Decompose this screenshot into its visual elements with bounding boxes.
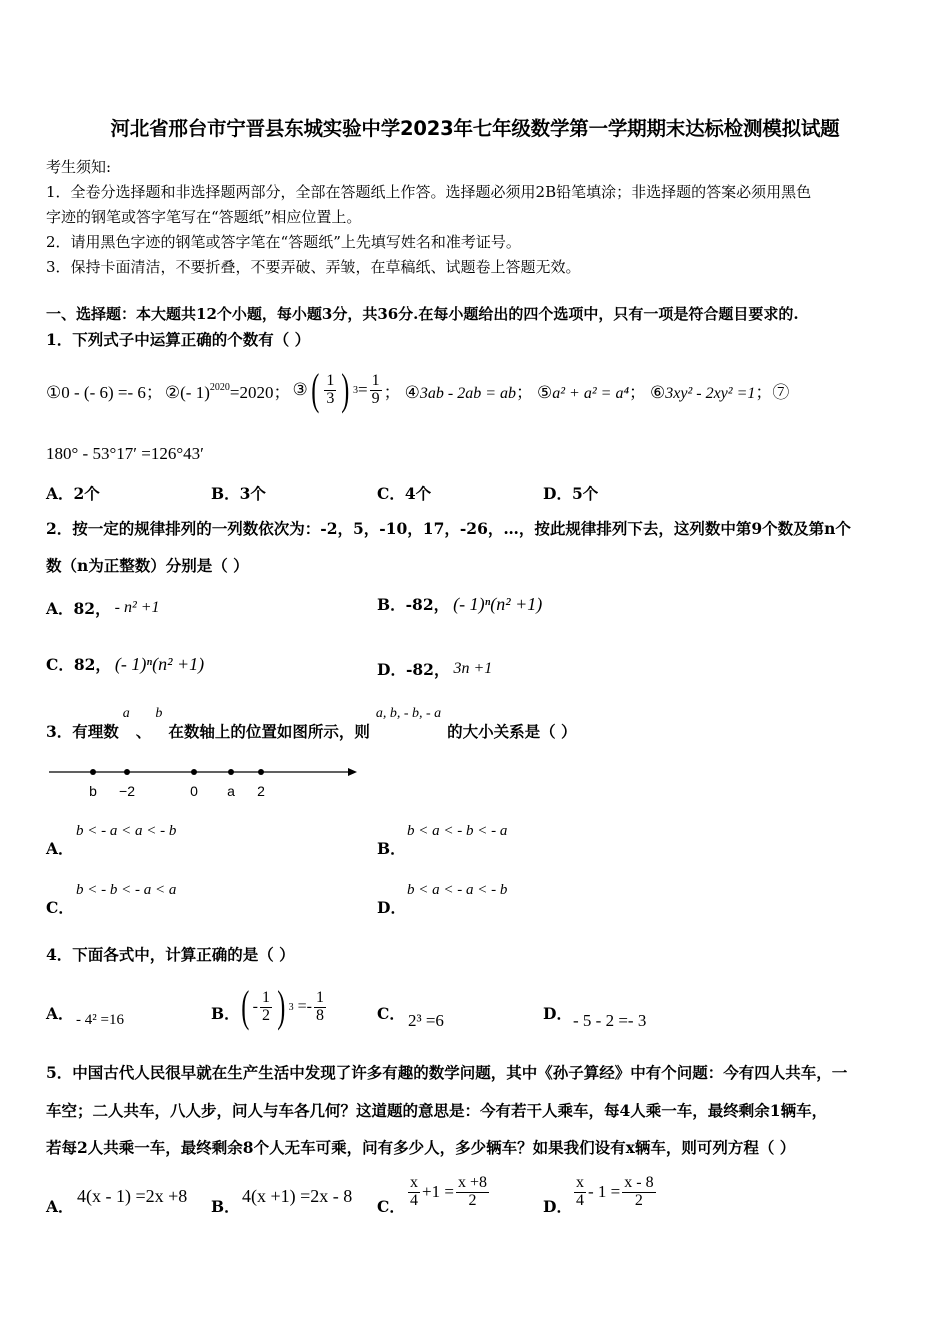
axis-point-minus-2 — [124, 769, 130, 775]
q3-option-c-label: C． — [46, 898, 74, 917]
axis-label-b: b — [89, 783, 97, 799]
q1-item-3: ③ ( $\frac{1}{3}$ ) 3 = $\frac{1}{9}$ ； — [292, 365, 401, 414]
q5-option-d-label: D． — [543, 1197, 572, 1216]
q4-option-d-label: D． — [543, 1004, 572, 1023]
q3-option-d-label: D． — [377, 898, 406, 917]
q3-option-b: b < a < - b < - a — [407, 823, 508, 839]
q3-option-c: b < - b < - a < a — [76, 882, 177, 898]
notice-item: 3．保持卡面清洁，不要折叠，不要弄破、弄皱，在草稿纸、试题卷上答题无效。 — [46, 258, 581, 276]
axis-arrow-icon — [348, 768, 357, 776]
q4-option-b-label: B． — [211, 1004, 240, 1023]
page-title: 河北省邢台市宁晋县东城实验中学2023年七年级数学第一学期期末达标检测模拟试题 — [110, 117, 840, 140]
axis-label-0: 0 — [190, 783, 198, 799]
q5-option-c: $\frac{x}{4}$ +1 = $\frac{x +8}{2}$ — [410, 1173, 487, 1209]
q4-option-c: 2³ =6 — [408, 1011, 444, 1030]
question-3-stem: 3．有理数 a 、 b 在数轴上的位置如图所示，则 a, b, - b, - a 的大小关系是（ ） — [46, 706, 577, 741]
q4-option-a-label: A． — [46, 1004, 74, 1023]
q4-option-d: - 5 - 2 =- 3 — [573, 1011, 647, 1030]
q4-option-b: ( - $\frac{1}{2}$ ) 3 =- $\frac{1}{8}$ — [241, 982, 324, 1031]
q1-option-d: D．5个 — [543, 484, 599, 503]
question-5-stem-2: 车空；二人共车，八人步，问人与车各几何？这道题的意思是：今有若干人乘车，每4人乘一车，最终剩余1辆车， — [46, 1101, 828, 1120]
axis-label-a: a — [227, 783, 235, 799]
notice-item: 1．全卷分选择题和非选择题两部分，全部在答题纸上作答。选择题必须用2B铅笔填涂；非选择题的答案必须用黑色 — [46, 183, 812, 201]
axis-label-2: 2 — [257, 783, 265, 799]
q3-option-b-label: B． — [377, 839, 406, 858]
q2-option-c: C．82， (- 1)ⁿ(n² +1) — [46, 653, 205, 674]
notice-item: 2．请用黑色字迹的钢笔或答字笔在“答题纸”上先填写姓名和准考证号。 — [46, 233, 521, 251]
question-5-stem-3: 若每2人共乘一车，最终剩余8个人无车可乘，问有多少人，多少辆车？如果我们设有x辆车，则可列方程（ ） — [46, 1138, 796, 1157]
question-5-stem: 5．中国古代人民很早就在生产生活中发现了许多有趣的数学问题，其中《孙子算经》中有个问题：今有四人共车，一 — [46, 1063, 848, 1082]
q2-option-d: D．-82， 3n +1 — [377, 660, 493, 679]
section-heading: 一、选择题：本大题共12个小题，每小题3分，共36分.在每小题给出的四个选项中，只有一项是符合题目要求的. — [46, 305, 799, 323]
q5-option-c-label: C． — [377, 1197, 405, 1216]
q5-option-a-label: A． — [46, 1197, 74, 1216]
question-4-stem: 4．下面各式中，计算正确的是（ ） — [46, 945, 295, 964]
q1-option-b: B．3个 — [211, 484, 266, 503]
number-line — [46, 758, 366, 804]
q2-option-b: B．-82， (- 1)ⁿ(n² +1) — [377, 593, 543, 614]
q1-option-c: C．4个 — [377, 484, 432, 503]
q1-item-6: ⑥3xy² - 2xy² =1；⑦ — [650, 382, 790, 402]
q5-option-b: 4(x +1) =2x - 8 — [242, 1186, 353, 1206]
q1-option-a: A．2个 — [46, 484, 100, 503]
q3-option-a-label: A． — [46, 839, 74, 858]
q3-option-a: b < - a < a < - b — [76, 823, 177, 839]
q1-item-1: ①0 - (- 6) =- 6； — [46, 382, 163, 402]
q1-item-7: 180° - 53°17′ =126°43′ — [46, 444, 204, 463]
q2-option-a: A．82， - n² +1 — [46, 599, 160, 618]
q3-option-d: b < a < - a < - b — [407, 882, 508, 898]
q1-item-2: ②(- 1)$^{2020}$=2020； — [164, 381, 291, 402]
notice-item: 字迹的钢笔或答字笔写在“答题纸”相应位置上。 — [46, 208, 362, 226]
q5-option-a: 4(x - 1) =2x +8 — [77, 1186, 188, 1206]
question-2-stem: 2．按一定的规律排列的一列数依次为：-2，5，-10，17，-26，…，按此规律排列下去，这列数中第9个数及第n个 — [46, 519, 851, 538]
axis-point-0 — [191, 769, 197, 775]
q4-option-c-label: C． — [377, 1004, 405, 1023]
q1-item-4: ④3ab - 2ab = ab； — [404, 382, 533, 402]
axis-point-a — [228, 769, 234, 775]
q4-option-a: - 4² =16 — [76, 1012, 124, 1028]
axis-point-b — [90, 769, 96, 775]
question-1-items — [46, 362, 789, 418]
notice-heading: 考生须知: — [46, 158, 112, 176]
q1-item-5: ⑤a² + a² = a⁴； — [537, 382, 646, 402]
q5-option-b-label: B． — [211, 1197, 240, 1216]
axis-point-2 — [258, 769, 264, 775]
question-1-stem: 1．下列式子中运算正确的个数有（ ） — [46, 330, 311, 349]
q5-option-d: $\frac{x}{4}$ - 1 = $\frac{x - 8}{2}$ — [576, 1173, 654, 1209]
question-2-stem-2: 数（n为正整数）分别是（ ） — [46, 556, 249, 575]
axis-label-minus-2: −2 — [119, 783, 135, 799]
